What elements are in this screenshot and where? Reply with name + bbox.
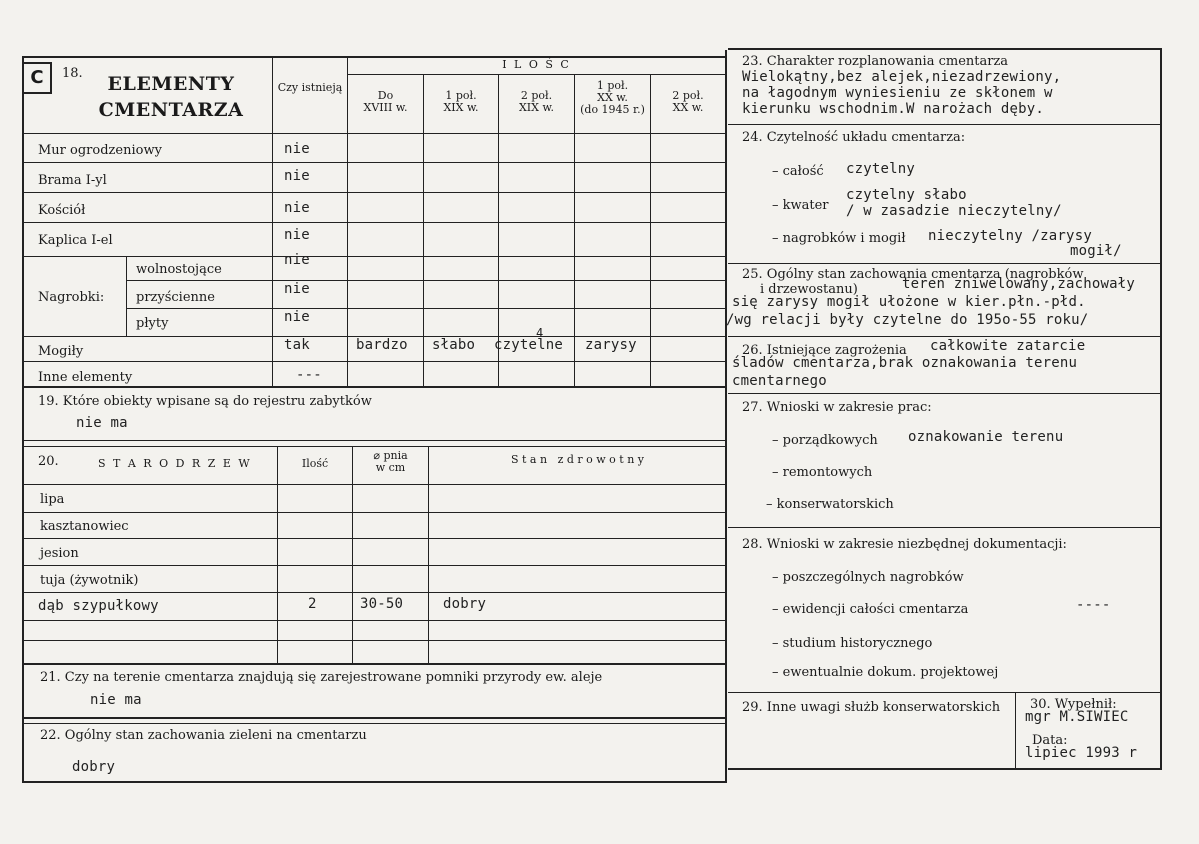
rule <box>1160 48 1162 770</box>
s23-line-1: Wielokątny,bez alejek,niezadrzewiony, <box>742 69 1062 85</box>
rule <box>725 50 727 783</box>
s24-calosc-value: czytelny <box>846 161 916 177</box>
s25-line-1: się zarysy mogił ułożone w kier.płn.-płd. <box>732 294 1086 310</box>
rule <box>22 192 726 193</box>
rule <box>24 565 726 566</box>
rule <box>24 592 726 593</box>
rule <box>650 75 651 387</box>
rule <box>728 48 1162 50</box>
s19-value: nie ma <box>76 415 128 431</box>
rule <box>348 74 725 75</box>
row-value-przyscienne: nie <box>284 281 310 297</box>
s20-number: 20. <box>38 454 59 469</box>
s30-name: mgr M.SIWIEC <box>1025 709 1129 725</box>
s22-label: 22. Ogólny stan zachowania zieleni na cmentarzu <box>40 728 367 743</box>
s26-line-1: śladów cmentarza,brak oznakowania terenu <box>732 355 1078 371</box>
rule <box>126 280 726 281</box>
row-value-brama: nie <box>284 168 310 184</box>
rule <box>24 484 726 485</box>
row-label-brama: Brama I-yl <box>38 173 107 188</box>
ilosc-header: I L O Ś C <box>502 58 571 71</box>
section-letter: C <box>22 62 52 94</box>
rule <box>22 781 727 783</box>
s20-col-diam: ⌀ pnia w cm <box>373 449 408 474</box>
mogily-period-3: czytelne <box>494 337 564 353</box>
rule <box>22 386 726 388</box>
row-label-wolnostojace: wolnostojące <box>136 262 222 277</box>
row-value-mogily: tak <box>284 337 310 353</box>
rule <box>24 446 726 447</box>
period-header-3: 2 poł. XIX w. <box>518 89 555 114</box>
rule <box>728 527 1162 528</box>
rule <box>574 75 575 387</box>
rule <box>24 663 726 665</box>
s24-kwater-value-2: / w zasadzie nieczytelny/ <box>846 203 1062 219</box>
row-label-przyscienne: przyścienne <box>136 290 215 305</box>
tree-dab-health: dobry <box>443 596 487 612</box>
s24-calosc-label: – całość <box>772 164 824 179</box>
row-value-plyty: nie <box>284 309 310 325</box>
s20-col-count: Ilość <box>301 457 329 470</box>
rule <box>728 393 1162 394</box>
rule <box>126 308 726 309</box>
rule <box>126 256 127 336</box>
s27-label: 27. Wnioski w zakresie prac: <box>742 400 932 415</box>
rule <box>22 133 726 134</box>
s18-title-line1: ELEMENTY <box>107 73 235 95</box>
period-header-5: 2 poł. XX w. <box>672 89 704 114</box>
tree-lipa: lipa <box>40 492 65 507</box>
s27-porzadkowych-value: oznakowanie terenu <box>908 429 1064 445</box>
rule <box>728 124 1162 125</box>
row-value-mur: nie <box>284 141 310 157</box>
s28-poszczegolnych: – poszczególnych nagrobków <box>772 570 964 585</box>
row-label-nagrobki: Nagrobki: <box>38 290 105 305</box>
rule <box>22 256 726 257</box>
mogily-period-1: bardzo <box>356 337 408 353</box>
s24-label: 24. Czytelność układu cmentarza: <box>742 130 966 145</box>
row-value-kosciol: nie <box>284 200 310 216</box>
tree-tuja: tuja (żywotnik) <box>40 573 139 588</box>
mogily-period-2: słabo <box>432 337 476 353</box>
period-header-4: 1 poł. XX w. (do 1945 r.) <box>580 79 645 116</box>
s24-nagrobkow-value-2: mogił/ <box>1070 243 1122 259</box>
rule <box>24 640 726 641</box>
row-label-kaplica: Kaplica I-el <box>38 233 113 248</box>
row-label-plyty: płyty <box>136 316 169 331</box>
rule <box>728 768 1162 770</box>
tree-dab-diam: 30-50 <box>360 596 404 612</box>
rule <box>24 723 726 724</box>
rule <box>352 446 353 664</box>
s24-kwater-value-1: czytelny słabo <box>846 187 967 203</box>
s21-value: nie ma <box>90 692 142 708</box>
s30-date-label: Data: <box>1032 733 1068 748</box>
rule <box>22 440 726 441</box>
rule <box>277 446 278 664</box>
rule <box>22 162 726 163</box>
row-value-wolnostojace: nie <box>284 252 310 268</box>
s18-title-line2: CMENTARZA <box>98 99 244 121</box>
s24-nagrobkow-label: – nagrobków i mogił <box>772 231 906 246</box>
rule <box>428 446 429 664</box>
rule <box>728 692 1162 693</box>
s28-studium: – studium historycznego <box>772 636 933 651</box>
s23-label: 23. Charakter rozplanowania cmentarza <box>742 54 1009 69</box>
rule <box>728 336 1162 337</box>
mogily-period-4: zarysy <box>585 337 637 353</box>
rule <box>22 222 726 223</box>
s25-line-2: /wg relacji były czytelne do 195o-55 roku/ <box>726 312 1089 328</box>
rule <box>423 75 424 387</box>
s24-nagrobkow-value-1: nieczytelny /zarysy <box>928 228 1092 244</box>
period-header-2: 1 poł. XIX w. <box>443 89 479 114</box>
row-label-mur: Mur ogrodzeniowy <box>38 143 162 158</box>
row-label-kosciol: Kościół <box>38 203 86 218</box>
s26-label: 26. Istniejące zagrożenia <box>742 343 907 358</box>
rule <box>22 56 24 783</box>
tree-kasztanowiec: kasztanowiec <box>40 519 129 534</box>
s22-value: dobry <box>72 759 116 775</box>
s27-porzadkowych: – porządkowych <box>772 433 878 448</box>
rule <box>24 620 726 621</box>
s20-title: S T A R O D R Z E W <box>98 457 252 470</box>
mogily-period-3-mark: 4 <box>536 326 544 340</box>
s25-label-2: i drzewostanu) <box>760 282 858 297</box>
s26-line-2: cmentarnego <box>732 373 827 389</box>
row-value-inne: --- <box>296 367 322 383</box>
s25-value-1: teren zniwelowany,zachowały <box>902 276 1135 292</box>
s28-ewentualnie: – ewentualnie dokum. projektowej <box>772 665 999 680</box>
tree-dab: dąb szypułkowy <box>38 598 159 614</box>
s28-ewidencji-value: ---- <box>1076 597 1111 613</box>
s27-konserwatorskich: – konserwatorskich <box>766 497 894 512</box>
col-exists-header: Czy istnieją <box>277 81 343 94</box>
s29-label: 29. Inne uwagi służb konserwatorskich <box>742 700 1001 715</box>
rule <box>24 717 726 719</box>
rule <box>24 538 726 539</box>
s28-ewidencji: – ewidencji całości cmentarza <box>772 602 969 617</box>
s23-line-2: na łagodnym wyniesieniu ze skłonem w <box>742 85 1053 101</box>
s20-col-health: S t a n z d r o w o t n y <box>510 453 645 466</box>
rule <box>22 56 726 58</box>
s18-number: 18. <box>62 66 83 81</box>
row-value-kaplica: nie <box>284 227 310 243</box>
row-label-inne: Inne elementy <box>38 370 133 385</box>
rule <box>24 512 726 513</box>
s24-kwater-label: – kwater <box>772 198 829 213</box>
s19-label: 19. Które obiekty wpisane są do rejestru zabytków <box>38 394 372 409</box>
row-label-mogily: Mogiły <box>38 344 84 359</box>
s30-label: 30. Wypełnił: <box>1030 697 1117 712</box>
s25-label-1: 25. Ogólny stan zachowania cmentarza (nagrobków <box>742 267 1084 282</box>
tree-jesion: jesion <box>40 546 79 561</box>
s26-value-1: całkowite zatarcie <box>930 338 1086 354</box>
rule <box>1015 693 1016 769</box>
s23-line-3: kierunku wschodnim.W narożach dęby. <box>742 101 1045 117</box>
s30-date-value: lipiec 1993 r <box>1025 745 1138 761</box>
rule <box>22 361 726 362</box>
rule <box>728 263 1162 264</box>
period-header-1: Do XVIII w. <box>363 89 408 114</box>
s27-remontowych: – remontowych <box>772 465 873 480</box>
s21-label: 21. Czy na terenie cmentarza znajdują się zarejestrowane pomniki przyrody ew. aleje <box>40 670 603 685</box>
s28-label: 28. Wnioski w zakresie niezbędnej dokumentacji: <box>742 537 1067 552</box>
tree-dab-count: 2 <box>308 596 317 612</box>
